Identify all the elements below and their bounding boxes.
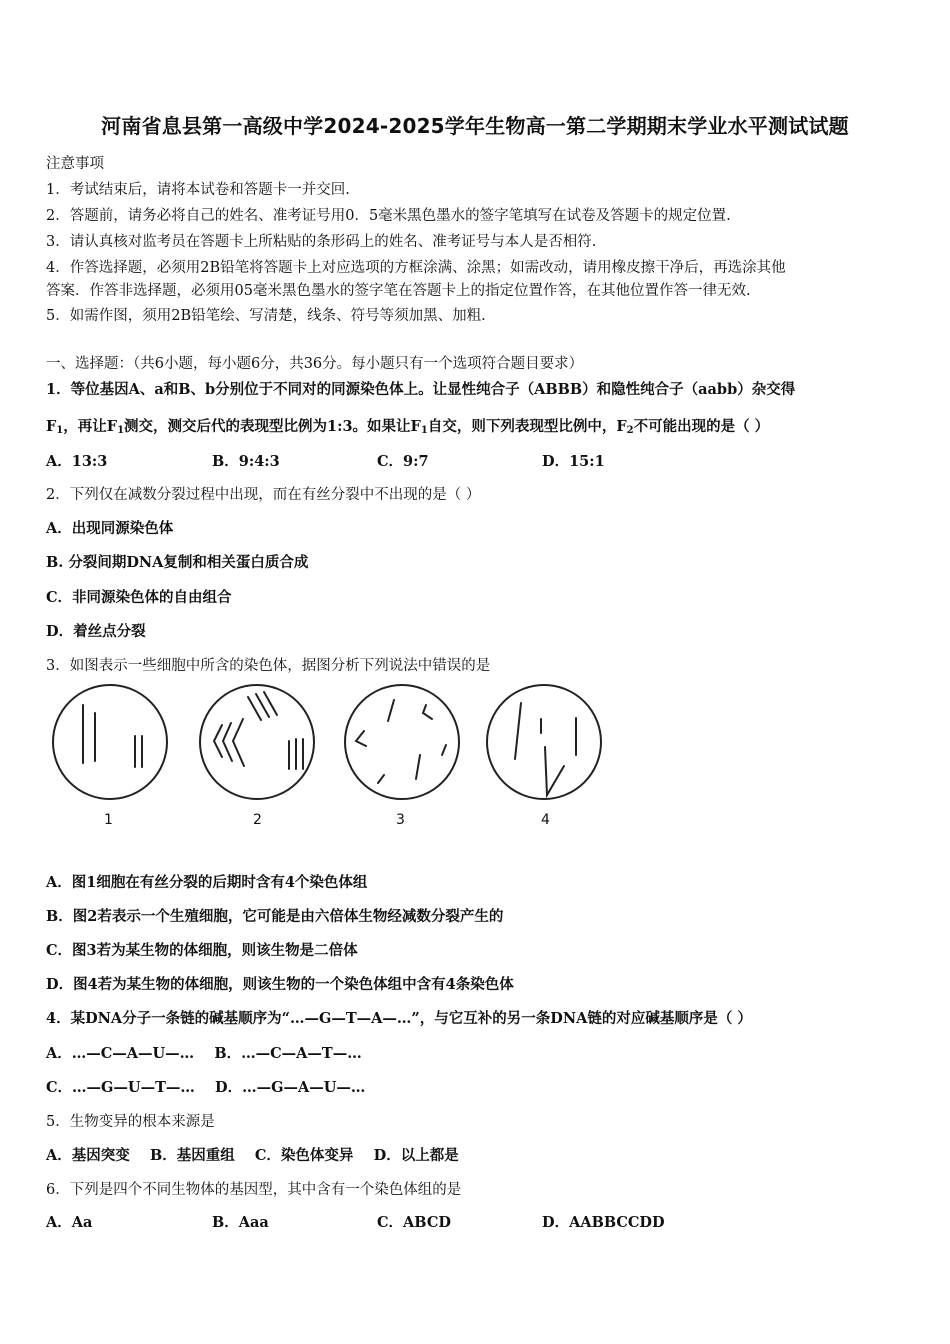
page-title: 河南省息县第一高级中学2024-2025学年生物高一第二学期期末学业水平测试试题 [101,114,849,138]
cell-3-circle [345,685,459,799]
q5-options: A．基因突变 B．基因重组 C．染色体变异 D．以上都是 [46,1147,459,1164]
notice-item: 2．答题前，请务必将自己的姓名、准考证号用0．5毫米黑色墨水的签字笔填写在试卷及答题卡的规定位置. [46,208,731,224]
q4-options-row1: A．…—C—A—U—… B．…—C—A—T—… [46,1045,362,1062]
q1-stem-line1: 1．等位基因A、a和B、b分别位于不同对的同源染色体上。让显性纯合子（ABBB）和隐性纯合子（aabb）杂交得 [46,381,796,398]
chromosome-figure [48,683,608,833]
notice-item: 1．考试结束后，请将本试卷和答题卡一并交回. [46,182,350,198]
q2-option-d: D．着丝点分裂 [46,623,146,640]
q1-text: F [46,418,57,435]
q1-sub: 2 [626,425,634,436]
q3-option-d: D．图4若为某生物的体细胞，则该生物的一个染色体组中含有4条染色体 [46,976,514,993]
cell-3-chromosome [388,700,394,721]
q3-option-b: B．图2若表示一个生殖细胞，它可能是由六倍体生物经减数分裂产生的 [46,908,504,925]
q1-sub: 1 [117,425,125,436]
cell-3-chromosome [378,775,384,783]
section-heading: 一、选择题：（共6小题，每小题6分，共36分。每小题只有一个选项符合题目要求） [46,356,584,372]
q1-sub: 1 [56,425,64,436]
q1-option-d: D．15:1 [542,453,605,470]
figure-label-2: 2 [253,812,262,828]
cell-4-chromosome [515,703,521,759]
q5-stem: 5．生物变异的根本来源是 [46,1114,215,1130]
q1-text: 不可能出现的是（ ） [633,418,770,435]
cell-3-chromosome [442,745,446,755]
cell-2-chromosome [223,723,232,761]
notice-item: 答案．作答非选择题，必须用05毫米黑色墨水的签字笔在答题卡上的指定位置作答，在其他位置作答一律无效. [46,283,751,299]
q3-option-c: C．图3若为某生物的体细胞，则该生物是二倍体 [46,942,358,959]
notice-item: 4．作答选择题，必须用2B铅笔将答题卡上对应选项的方框涂满、涂黑；如需改动，请用橡皮擦干净后，再选涂其他 [46,260,786,276]
q6-option-d: D．AABBCCDD [542,1214,665,1231]
q2-stem: 2．下列仅在减数分裂过程中出现，而在有丝分裂中不出现的是（ ） [46,487,481,503]
q6-option-c: C．ABCD [377,1214,451,1231]
cell-4-circle [487,685,601,799]
q6-option-a: A．Aa [46,1214,93,1231]
q6-stem: 6．下列是四个不同生物体的基因型，其中含有一个染色体组的是 [46,1182,462,1198]
q3-option-a: A．图1细胞在有丝分裂的后期时含有4个染色体组 [46,874,368,891]
q1-text: ，再让F [63,418,118,435]
figure-label-3: 3 [396,812,405,828]
cell-3-chromosome [356,731,366,746]
notice-item: 3．请认真核对监考员在答题卡上所粘贴的条形码上的姓名、准考证号与本人是否相符. [46,234,597,250]
cell-2-chromosome [233,719,244,766]
q1-option-a: A．13:3 [46,453,108,470]
q2-option-b: B. 分裂间期DNA复制和相关蛋白质合成 [46,554,309,571]
q1-text: 自交，则下列表现型比例中，F [427,418,627,435]
cell-3-chromosome [416,755,420,779]
chromosome-diagram [48,683,608,833]
q1-sub: 1 [420,425,428,436]
q1-text: 测交，测交后代的表现型比例为1:3。如果让F [124,418,421,435]
cell-3-chromosome [423,705,432,719]
cell-4-chromosome [545,747,564,795]
notice-heading: 注意事项 [46,156,104,172]
q4-stem: 4．某DNA分子一条链的碱基顺序为“…—G—T—A—…”，与它互补的另一条DNA链的对应碱基顺序是（ ） [46,1010,752,1027]
q3-stem: 3．如图表示一些细胞中所含的染色体，据图分析下列说法中错误的是 [46,658,491,674]
q2-option-c: C．非同源染色体的自由组合 [46,589,232,606]
cell-2-chromosome [214,725,222,757]
q6-option-b: B．Aaa [212,1214,269,1231]
notice-item: 5．如需作图，须用2B铅笔绘、写清楚，线条、符号等须加黑、加粗. [46,308,486,324]
figure-label-4: 4 [541,812,550,828]
q1-stem-line2 [46,415,769,436]
q4-options-row2: C．…—G—U—T—… D．…—G—A—U—… [46,1079,366,1096]
q1-option-b: B．9:4:3 [212,453,280,470]
cell-1-circle [53,685,167,799]
q1-option-c: C．9:7 [377,453,429,470]
figure-label-1: 1 [104,812,113,828]
q2-option-a: A．出现同源染色体 [46,520,174,537]
q6-options [46,1211,746,1231]
q1-options [46,450,746,470]
